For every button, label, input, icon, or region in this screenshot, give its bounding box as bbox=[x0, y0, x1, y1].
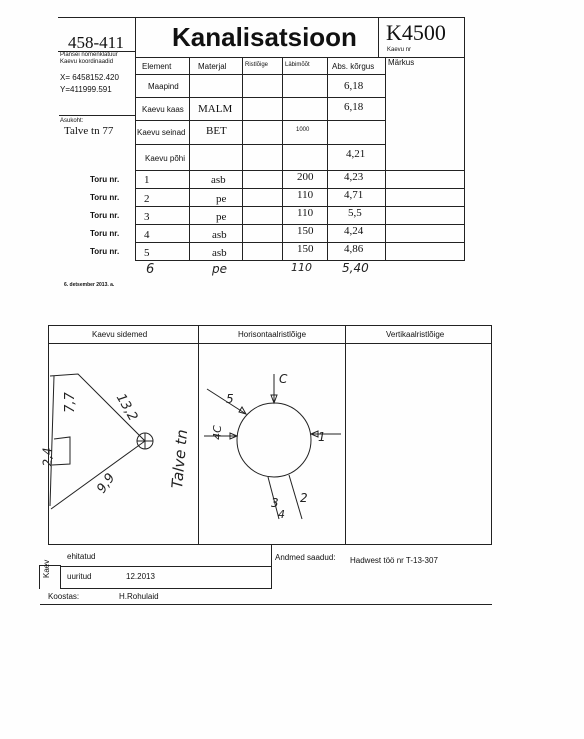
measured-date: 12.2013 bbox=[126, 572, 155, 581]
material-cell: MALM bbox=[198, 103, 233, 115]
horizontal-section-title: Horisontaalristlõige bbox=[238, 330, 307, 339]
pipe-direction-label: 3 bbox=[271, 496, 279, 510]
pipe-number: 2 bbox=[144, 193, 150, 205]
pipe-number: 4 bbox=[144, 229, 150, 241]
compiled-label: Koostas: bbox=[48, 592, 80, 601]
y-coordinate: Y=411999.591 bbox=[60, 85, 112, 94]
location-label: Asukoht: bbox=[60, 118, 84, 124]
pipe-direction-label: C bbox=[279, 372, 288, 386]
col-header-cross-section: Ristlõige bbox=[245, 62, 269, 68]
pipe-diameter: 200 bbox=[297, 171, 314, 183]
abs-height-cell: 6,18 bbox=[344, 101, 364, 113]
date-note: 6. detsember 2013. a. bbox=[64, 282, 115, 288]
element-cell: Kaevu kaas bbox=[142, 105, 184, 114]
remarks-label: Märkus bbox=[388, 58, 415, 67]
nomenclature-label: Plansei nomenklatuur bbox=[60, 52, 118, 58]
pipe-direction-label: 2 bbox=[300, 491, 308, 505]
pipe-material: asb bbox=[211, 174, 226, 186]
pipe-material: pe bbox=[212, 262, 227, 276]
x-coordinate: X= 6458152.420 bbox=[60, 73, 119, 82]
pipe-number: 6 bbox=[146, 262, 155, 277]
pipe-diameter: 110 bbox=[297, 207, 314, 219]
links-title: Kaevu sidemed bbox=[92, 330, 148, 339]
manhole-side-label: Kaev bbox=[42, 559, 51, 578]
pipe-abs-height: 4,24 bbox=[344, 225, 364, 237]
pipe-number: 5 bbox=[144, 247, 150, 259]
street-name-note: Talve tn bbox=[168, 428, 192, 490]
element-cell: Maapind bbox=[148, 82, 179, 91]
pipe-abs-height: 4,23 bbox=[344, 171, 364, 183]
compiled-by: H.Rohulaid bbox=[119, 592, 159, 601]
pipe-material: pe bbox=[216, 193, 227, 205]
pipe-diameter: 110 bbox=[297, 189, 314, 201]
pipe-abs-height: 4,86 bbox=[344, 243, 364, 255]
distance-note: 13,2 bbox=[112, 391, 141, 424]
distance-note: 9,9 bbox=[94, 470, 119, 497]
built-label: ehitatud bbox=[67, 552, 96, 561]
abs-height-cell: 4,21 bbox=[346, 148, 366, 160]
col-header-diameter: Läbimõõt bbox=[285, 62, 310, 68]
pipe-abs-height: 5,40 bbox=[342, 261, 369, 275]
nomenclature-number: 458-411 bbox=[68, 33, 125, 52]
element-cell: Kaevu seinad bbox=[137, 128, 186, 137]
manhole-number: K4500 bbox=[386, 20, 446, 45]
distance-note: 2,4 bbox=[40, 447, 55, 467]
distance-note: 7,7 bbox=[62, 392, 78, 413]
abs-height-cell: 6,18 bbox=[344, 80, 364, 92]
horizontal-cross-section bbox=[199, 344, 345, 544]
pipe-number: 1 bbox=[144, 174, 150, 186]
material-cell: BET bbox=[206, 125, 227, 137]
pipe-label: Toru nr. bbox=[90, 175, 120, 184]
pipe-diameter: 150 bbox=[297, 225, 314, 237]
pipe-direction-label: 1 bbox=[318, 430, 326, 444]
measured-label: uuritud bbox=[67, 572, 92, 581]
diameter-cell: 1000 bbox=[296, 127, 310, 133]
element-cell: Kaevu põhi bbox=[145, 154, 186, 163]
pipe-abs-height: 4,71 bbox=[344, 189, 364, 201]
pipe-material: asb bbox=[212, 229, 227, 241]
col-header-element: Element bbox=[142, 62, 172, 71]
pipe-number: 3 bbox=[144, 211, 150, 223]
pipe-diameter: 150 bbox=[297, 243, 314, 255]
col-header-material: Materjal bbox=[198, 62, 227, 71]
pipe-abs-height: 5,5 bbox=[348, 207, 362, 219]
pipe-label: Toru nr. bbox=[90, 229, 120, 238]
pipe-direction-label: 5 bbox=[226, 392, 234, 406]
pipe-direction-label: 4C bbox=[210, 425, 224, 440]
col-header-abs-height: Abs. kõrgus bbox=[332, 62, 375, 71]
pipe-material: pe bbox=[216, 211, 227, 223]
pipe-direction-label: 4 bbox=[278, 508, 285, 521]
pipe-label: Toru nr. bbox=[90, 211, 120, 220]
document-title: Kanalisatsioon bbox=[172, 22, 357, 52]
location-value: Talve tn 77 bbox=[64, 125, 114, 137]
pipe-label: Toru nr. bbox=[90, 247, 120, 256]
coords-label: Kaevu koordinaadid bbox=[60, 59, 114, 65]
pipe-material: asb bbox=[212, 247, 227, 259]
pipe-diameter: 110 bbox=[291, 261, 312, 274]
data-source-label: Andmed saadud: bbox=[275, 553, 336, 562]
data-source-value: Hadwest töö nr T-13-307 bbox=[350, 556, 438, 565]
vertical-section-title: Vertikaalristlõige bbox=[386, 330, 445, 339]
pipe-label: Toru nr. bbox=[90, 193, 120, 202]
manhole-number-label: Kaevu nr bbox=[387, 47, 412, 53]
